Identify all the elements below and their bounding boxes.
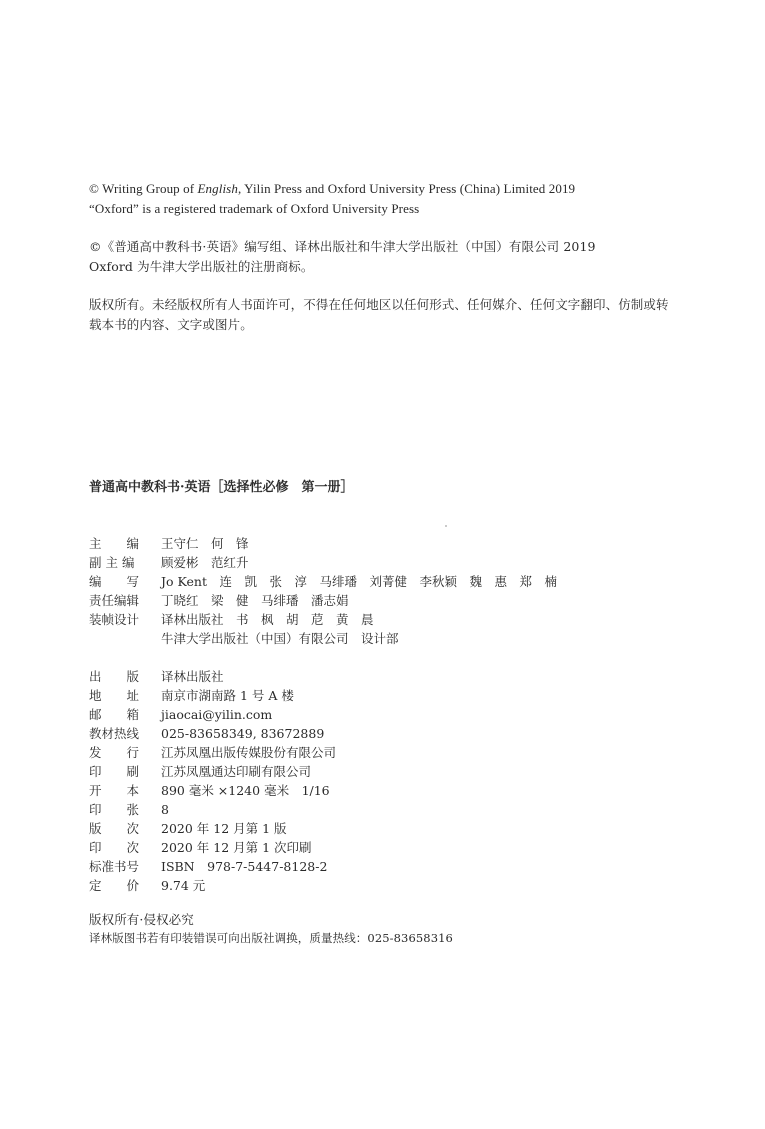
pub-row bbox=[89, 667, 336, 686]
pub-value: ISBN 978-7-5447-8128-2 bbox=[161, 859, 328, 874]
pub-label: 定 价 bbox=[89, 878, 140, 893]
credit-value: 译林出版社 书 枫 胡 苨 黄 晨 bbox=[161, 612, 374, 627]
book-title: 普通高中教科书·英语［选择性必修 第一册］ bbox=[89, 480, 354, 495]
credit-value: 王守仁 何 锋 bbox=[161, 536, 249, 551]
chinese-copyright-line: ©《普通高中教科书·英语》编写组、译林出版社和牛津大学出版社（中国）有限公司 2019 bbox=[89, 239, 596, 254]
rights-notice bbox=[89, 295, 679, 335]
credit-value: 顾爱彬 范红升 bbox=[161, 555, 249, 570]
pub-label: 印 张 bbox=[89, 802, 140, 817]
pub-value: 890 毫米 ×1240 毫米 1/16 bbox=[161, 783, 330, 798]
pub-row bbox=[89, 876, 336, 895]
pub-row bbox=[89, 838, 336, 857]
pub-row bbox=[89, 781, 336, 800]
pub-label: 发 行 bbox=[89, 745, 140, 760]
pub-value: 9.74 元 bbox=[161, 878, 206, 893]
pub-row bbox=[89, 705, 336, 724]
pub-row bbox=[89, 686, 336, 705]
credit-row bbox=[89, 534, 557, 553]
pub-row bbox=[89, 800, 336, 819]
pub-label: 印 刷 bbox=[89, 764, 140, 779]
copyright-title-italic: English bbox=[197, 181, 238, 196]
english-copyright-block bbox=[89, 179, 575, 219]
credit-row bbox=[89, 572, 557, 591]
footer-notice bbox=[89, 910, 453, 948]
pub-row bbox=[89, 762, 336, 781]
pub-label: 出 版 bbox=[89, 669, 140, 684]
credit-row bbox=[89, 591, 557, 610]
footer-rights-line: 版权所有·侵权必究 bbox=[89, 912, 194, 927]
trademark-line-en: “Oxford” is a registered trademark of Oxford University Press bbox=[89, 201, 420, 216]
pub-label: 版 次 bbox=[89, 821, 140, 836]
credit-row bbox=[89, 629, 557, 648]
credit-label: 装帧设计 bbox=[89, 612, 140, 627]
pub-row bbox=[89, 857, 336, 876]
pub-label: 标准书号 bbox=[89, 859, 140, 874]
pub-value: 南京市湖南路 1 号 A 楼 bbox=[161, 688, 294, 703]
trademark-line-cn: Oxford 为牛津大学出版社的注册商标。 bbox=[89, 259, 314, 274]
copyright-suffix: , Yilin Press and Oxford University Press (China) Limited 2019 bbox=[237, 181, 576, 196]
pub-value: 译林出版社 bbox=[161, 669, 224, 684]
credit-row bbox=[89, 610, 557, 629]
pub-value: 8 bbox=[161, 802, 169, 817]
pub-value: 2020 年 12 月第 1 版 bbox=[161, 821, 287, 836]
credit-label: 编 写 bbox=[89, 574, 140, 589]
credit-label: 主 编 bbox=[89, 536, 140, 551]
pub-value: 2020 年 12 月第 1 次印刷 bbox=[161, 840, 312, 855]
copyright-prefix: © Writing Group of bbox=[89, 181, 198, 196]
chinese-copyright-block bbox=[89, 237, 596, 277]
credits-list bbox=[89, 534, 557, 648]
credit-label bbox=[89, 629, 161, 648]
scan-speck bbox=[445, 525, 447, 527]
pub-label: 印 次 bbox=[89, 840, 140, 855]
pub-value: jiaocai@yilin.com bbox=[161, 707, 273, 722]
credit-value: 丁晓红 梁 健 马绯璠 潘志娟 bbox=[161, 593, 349, 608]
pub-label: 地 址 bbox=[89, 688, 140, 703]
pub-label: 教材热线 bbox=[89, 726, 140, 741]
pub-value: 江苏凤凰通达印刷有限公司 bbox=[161, 764, 312, 779]
credit-row bbox=[89, 553, 557, 572]
credit-value: Jo Kent 连 凯 张 淳 马绯璠 刘菁健 李秋颖 魏 惠 郑 楠 bbox=[161, 574, 557, 589]
pub-value: 025-83658349, 83672889 bbox=[161, 726, 325, 741]
english-copyright-line bbox=[89, 179, 575, 199]
pub-row bbox=[89, 743, 336, 762]
pub-value: 江苏凤凰出版传媒股份有限公司 bbox=[161, 745, 337, 760]
publication-info bbox=[89, 667, 336, 895]
pub-label: 邮 箱 bbox=[89, 707, 140, 722]
credit-label: 副 主 编 bbox=[89, 555, 135, 570]
footer-hotline-line: 译林版图书若有印装错误可向出版社调换，质量热线：025-83658316 bbox=[89, 931, 453, 945]
credit-label: 责任编辑 bbox=[89, 593, 140, 608]
rights-notice-text: 版权所有。未经版权所有人书面许可，不得在任何地区以任何形式、任何媒介、任何文字翻印、仿制或转载本书的内容、文字或图片。 bbox=[89, 297, 669, 332]
credit-value: 牛津大学出版社（中国）有限公司 设计部 bbox=[161, 631, 399, 646]
pub-label: 开 本 bbox=[89, 783, 140, 798]
pub-row bbox=[89, 724, 336, 743]
pub-row bbox=[89, 819, 336, 838]
